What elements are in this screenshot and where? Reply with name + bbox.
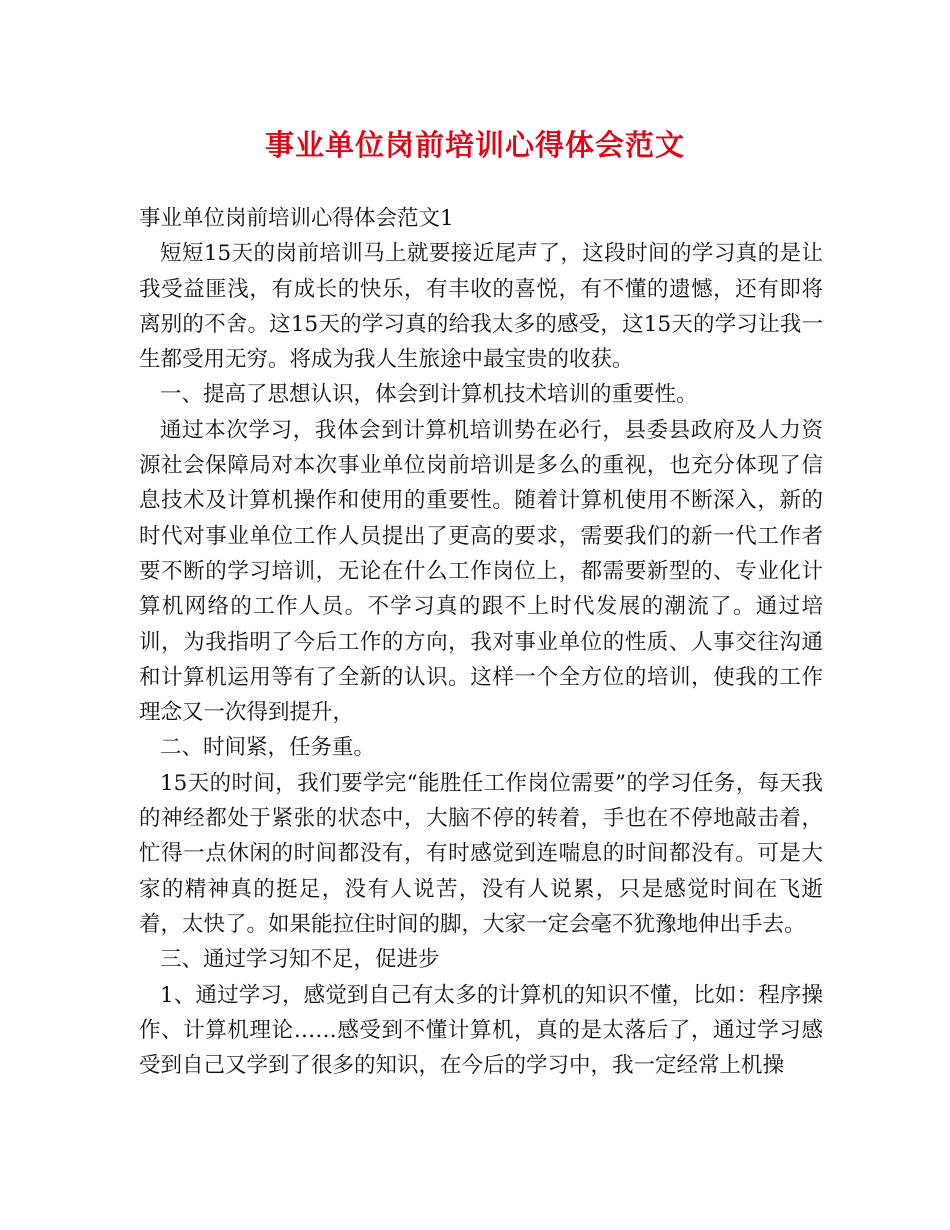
point-heading: 一、提高了思想认识，体会到计算机技术培训的重要性。 <box>160 382 698 408</box>
document-body <box>139 201 823 1083</box>
section-heading: 事业单位岗前培训心得体会范文1 <box>139 206 454 231</box>
body-paragraph: 短短15天的岗前培训马上就要接近尾声了，这段时间的学习真的是让我受益匪浅，有成长的快乐，有丰收的喜悦，有不懂的遗憾，还有即将离别的不舍。这15天的学习真的给我太多的感受，这15天的学习让我一生都受用无穷。将成为我人生旅途中最宝贵的收获。 <box>139 241 823 373</box>
body-paragraph: 通过本次学习，我体会到计算机培训势在必行，县委县政府及人力资源社会保障局对本次事业单位岗前培训是多么的重视，也充分体现了信息技术及计算机操作和使用的重要性。随着计算机使用不断深入，新的时代对事业单位工作人员提出了更高的要求，需要我们的新一代工作者要不断的学习培训，无论在什么工作岗位上，都需要新型的、专业化计算机网络的工作人员。不学习真的跟不上时代发展的潮流了。通过培训，为我指明了今后工作的方向，我对事业单位的性质、人事交往沟通和计算机运用等有了全新的认识。这样一个全方位的培训，使我的工作理念又一次得到提升， <box>139 417 823 726</box>
body-paragraph: 15天的时间，我们要学完“能胜任工作岗位需要”的学习任务，每天我的神经都处于紧张的状态中，大脑不停的转着，手也在不停地敲击着，忙得一点休闲的时间都没有，有时感觉到连喘息的时间都没有。可是大家的精神真的挺足，没有人说苦，没有人说累，只是感觉时间在飞逝着，太快了。如果能拉住时间的脚，大家一定会毫不犹豫地伸出手去。 <box>139 770 823 937</box>
document-title: 事业单位岗前培训心得体会范文 <box>264 128 685 162</box>
point-heading: 二、时间紧，任务重。 <box>160 735 376 761</box>
body-paragraph: 1、通过学习，感觉到自己有太多的计算机的知识不懂，比如：程序操作、计算机理论……感受到不懂计算机，真的是太落后了，通过学习感受到自己又学到了很多的知识，在今后的学习中，我一定经常上机操 <box>139 982 823 1079</box>
point-heading: 三、通过学习知不足，促进步 <box>160 947 440 973</box>
